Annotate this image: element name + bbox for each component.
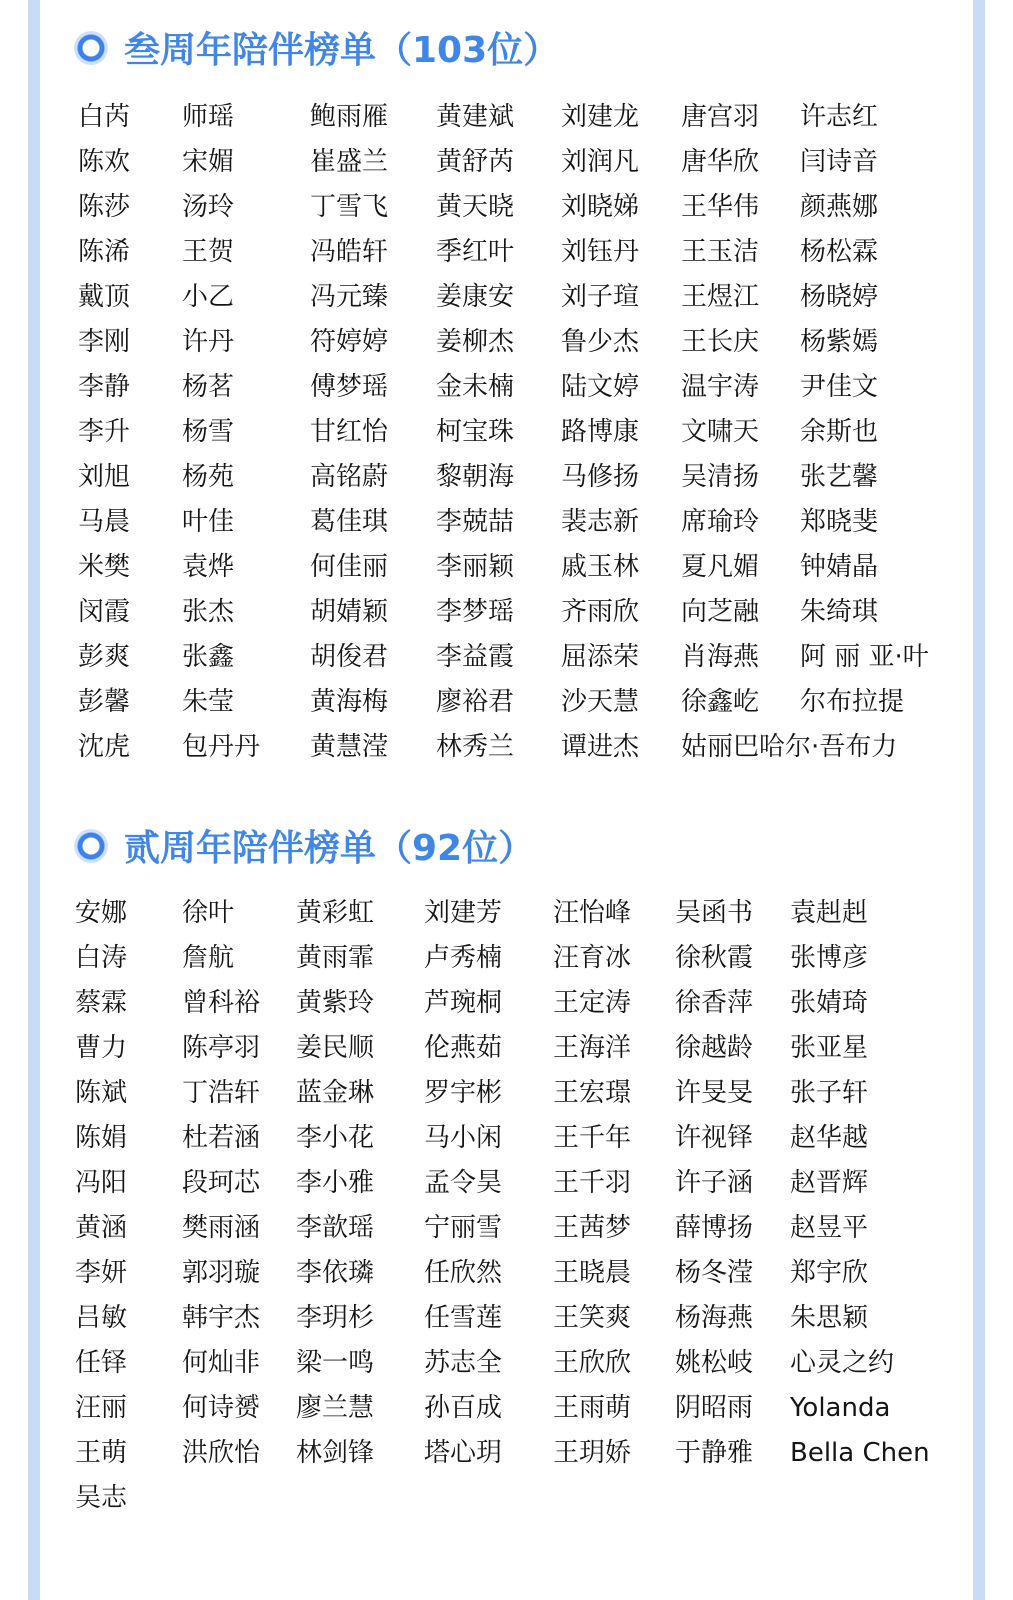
name-cell: 杨海燕 [675, 1303, 754, 1333]
name-cell: 梁一鸣 [296, 1348, 375, 1378]
name-cell: 屈添荣 [561, 642, 640, 672]
name-cell: 汪丽 [75, 1393, 128, 1423]
name-cell: 李妍 [75, 1258, 128, 1288]
name-cell: 任欣然 [424, 1258, 503, 1288]
section-title-text: 叁周年陪伴榜单（103位） [124, 30, 560, 71]
name-cell: 陈斌 [75, 1078, 128, 1108]
name-cell: 李刚 [78, 327, 131, 357]
name-cell: 廖兰慧 [296, 1393, 375, 1423]
name-cell: 林剑锋 [296, 1438, 375, 1468]
name-cell: 王欣欣 [553, 1348, 632, 1378]
name-cell: 朱思颖 [790, 1303, 869, 1333]
name-cell: 尹佳文 [800, 372, 879, 402]
name-cell: 吴清扬 [681, 462, 760, 492]
name-cell: 包丹丹 [182, 732, 261, 762]
name-cell: 陆文婷 [561, 372, 640, 402]
name-cell: 黎朝海 [436, 462, 515, 492]
section-title-second-anniversary [74, 820, 534, 871]
name-cell: 胡婧颖 [310, 597, 389, 627]
name-cell: 杨紫嫣 [800, 327, 879, 357]
name-cell: 王玥娇 [553, 1438, 632, 1468]
name-cell: 李兢喆 [436, 507, 515, 537]
name-cell: 黄建斌 [436, 102, 515, 132]
name-cell: 刘钰丹 [561, 237, 640, 267]
name-cell: 王海洋 [553, 1033, 632, 1063]
name-cell: 陈莎 [78, 192, 131, 222]
name-cell: 韩宇杰 [182, 1303, 261, 1333]
name-cell: 白涛 [75, 943, 128, 973]
name-cell: 心灵之约 [790, 1348, 895, 1378]
name-cell: 杨苑 [182, 462, 235, 492]
name-cell: 陈娟 [75, 1123, 128, 1153]
name-cell: 肖海燕 [681, 642, 760, 672]
name-cell: 赵华越 [790, 1123, 869, 1153]
name-cell: 吴志 [75, 1483, 128, 1513]
name-cell: 钟婧晶 [800, 552, 879, 582]
name-cell: 小乙 [182, 282, 235, 312]
name-cell: 徐香萍 [675, 988, 754, 1018]
name-cell: 卢秀楠 [424, 943, 503, 973]
name-cell: 冯皓轩 [310, 237, 389, 267]
name-cell: 米樊 [78, 552, 131, 582]
name-cell: 柯宝珠 [436, 417, 515, 447]
name-cell: 符婷婷 [310, 327, 389, 357]
circle-bullet-icon [74, 31, 108, 65]
name-cell: 黄雨霏 [296, 943, 375, 973]
name-cell: 王长庆 [681, 327, 760, 357]
name-cell: 曾科裕 [182, 988, 261, 1018]
name-cell: 徐越龄 [675, 1033, 754, 1063]
name-cell: 李静 [78, 372, 131, 402]
name-cell: 尔布拉提 [800, 687, 905, 717]
name-cell: 戚玉林 [561, 552, 640, 582]
name-cell: 姑丽巴哈尔·吾布力 [681, 732, 898, 762]
left-frame-border [28, 0, 40, 1600]
name-cell: 徐秋霞 [675, 943, 754, 973]
name-cell: 叶佳 [182, 507, 235, 537]
name-cell: 文啸天 [681, 417, 760, 447]
name-cell: 胡俊君 [310, 642, 389, 672]
name-cell: 闫诗音 [800, 147, 879, 177]
name-cell: 刘旭 [78, 462, 131, 492]
name-cell: 颜燕娜 [800, 192, 879, 222]
name-cell: Yolanda [790, 1393, 891, 1423]
name-cell: 高铭蔚 [310, 462, 389, 492]
name-cell: 王华伟 [681, 192, 760, 222]
name-cell: 塔心玥 [424, 1438, 503, 1468]
name-cell: 夏凡媚 [681, 552, 760, 582]
name-cell: 黄涵 [75, 1213, 128, 1243]
name-cell: 何佳丽 [310, 552, 389, 582]
name-cell: 彭爽 [78, 642, 131, 672]
name-cell: 汪怡峰 [553, 898, 632, 928]
name-cell: 姜民顺 [296, 1033, 375, 1063]
name-cell: 刘晓娣 [561, 192, 640, 222]
circle-bullet-icon [74, 829, 108, 863]
name-cell: 薛博扬 [675, 1213, 754, 1243]
name-cell: 汪育冰 [553, 943, 632, 973]
name-cell: 沙天慧 [561, 687, 640, 717]
name-cell: 樊雨涵 [182, 1213, 261, 1243]
name-cell: 崔盛兰 [310, 147, 389, 177]
name-cell: 许丹 [182, 327, 235, 357]
name-cell: 傅梦瑶 [310, 372, 389, 402]
name-cell: 段珂芯 [182, 1168, 261, 1198]
name-cell: 王萌 [75, 1438, 128, 1468]
name-cell: 刘建龙 [561, 102, 640, 132]
name-cell: 路博康 [561, 417, 640, 447]
name-cell: 李小花 [296, 1123, 375, 1153]
name-cell: 姜康安 [436, 282, 515, 312]
name-cell: 何灿非 [182, 1348, 261, 1378]
name-cell: 任铎 [75, 1348, 128, 1378]
name-cell: 谭进杰 [561, 732, 640, 762]
name-cell: 徐叶 [182, 898, 235, 928]
name-cell: 马晨 [78, 507, 131, 537]
name-cell: 朱绮琪 [800, 597, 879, 627]
name-cell: 温宇涛 [681, 372, 760, 402]
right-frame-border [973, 0, 985, 1600]
name-cell: 安娜 [75, 898, 128, 928]
name-cell: 詹航 [182, 943, 235, 973]
name-cell: 王雨萌 [553, 1393, 632, 1423]
name-cell: 戴顶 [78, 282, 131, 312]
name-cell: 宋媚 [182, 147, 235, 177]
name-cell: 袁烨 [182, 552, 235, 582]
name-cell: 伦燕茹 [424, 1033, 503, 1063]
name-cell: 王千羽 [553, 1168, 632, 1198]
name-cell: 黄慧滢 [310, 732, 389, 762]
name-cell: 席瑜玲 [681, 507, 760, 537]
name-cell: 葛佳琪 [310, 507, 389, 537]
name-cell: 张鑫 [182, 642, 235, 672]
name-cell: 罗宇彬 [424, 1078, 503, 1108]
name-cell: 许视铎 [675, 1123, 754, 1153]
name-cell: 姚松岐 [675, 1348, 754, 1378]
name-cell: 彭馨 [78, 687, 131, 717]
name-cell: 王宏璟 [553, 1078, 632, 1108]
name-cell: 任雪莲 [424, 1303, 503, 1333]
name-cell: 苏志全 [424, 1348, 503, 1378]
name-cell: Bella Chen [790, 1438, 930, 1468]
name-cell: 鲁少杰 [561, 327, 640, 357]
name-cell: 朱莹 [182, 687, 235, 717]
name-cell: 陈欢 [78, 147, 131, 177]
name-cell: 王茜梦 [553, 1213, 632, 1243]
name-cell: 吕敏 [75, 1303, 128, 1333]
name-cell: 孟令昊 [424, 1168, 503, 1198]
name-cell: 许子涵 [675, 1168, 754, 1198]
name-cell: 阴昭雨 [675, 1393, 754, 1423]
name-cell: 张子轩 [790, 1078, 869, 1108]
name-cell: 王玉洁 [681, 237, 760, 267]
name-cell: 于静雅 [675, 1438, 754, 1468]
name-cell: 李歆瑶 [296, 1213, 375, 1243]
name-cell: 阿 丽 亚·叶 [800, 642, 929, 672]
name-cell: 白芮 [78, 102, 131, 132]
name-cell: 甘红怡 [310, 417, 389, 447]
name-cell: 赵昱平 [790, 1213, 869, 1243]
name-cell: 王笑爽 [553, 1303, 632, 1333]
name-cell: 洪欣怡 [182, 1438, 261, 1468]
name-cell: 鲍雨雁 [310, 102, 389, 132]
name-cell: 袁赳赳 [790, 898, 869, 928]
name-cell: 李丽颖 [436, 552, 515, 582]
name-cell: 丁雪飞 [310, 192, 389, 222]
name-cell: 蔡霖 [75, 988, 128, 1018]
name-cell: 齐雨欣 [561, 597, 640, 627]
name-cell: 赵晋辉 [790, 1168, 869, 1198]
name-cell: 冯元臻 [310, 282, 389, 312]
name-cell: 吴函书 [675, 898, 754, 928]
name-cell: 张婧琦 [790, 988, 869, 1018]
name-cell: 李依璘 [296, 1258, 375, 1288]
name-cell: 陈亭羽 [182, 1033, 261, 1063]
name-cell: 唐华欣 [681, 147, 760, 177]
name-cell: 孙百成 [424, 1393, 503, 1423]
name-cell: 王贺 [182, 237, 235, 267]
section-title-text: 贰周年陪伴榜单（92位） [124, 828, 535, 869]
name-cell: 黄天晓 [436, 192, 515, 222]
name-cell: 王煜江 [681, 282, 760, 312]
name-cell: 张杰 [182, 597, 235, 627]
name-cell: 季红叶 [436, 237, 515, 267]
name-cell: 冯阳 [75, 1168, 128, 1198]
name-cell: 黄紫玲 [296, 988, 375, 1018]
name-cell: 金未楠 [436, 372, 515, 402]
name-cell: 林秀兰 [436, 732, 515, 762]
name-cell: 李升 [78, 417, 131, 447]
name-cell: 杨松霖 [800, 237, 879, 267]
name-cell: 向芝融 [681, 597, 760, 627]
name-cell: 郑宇欣 [790, 1258, 869, 1288]
name-cell: 张艺馨 [800, 462, 879, 492]
name-cell: 马小闲 [424, 1123, 503, 1153]
name-cell: 何诗赟 [182, 1393, 261, 1423]
name-cell: 杨茗 [182, 372, 235, 402]
name-cell: 马修扬 [561, 462, 640, 492]
name-cell: 张亚星 [790, 1033, 869, 1063]
name-cell: 刘润凡 [561, 147, 640, 177]
name-cell: 黄彩虹 [296, 898, 375, 928]
name-cell: 杜若涵 [182, 1123, 261, 1153]
name-cell: 张博彦 [790, 943, 869, 973]
name-cell: 丁浩轩 [182, 1078, 261, 1108]
name-cell: 余斯也 [800, 417, 879, 447]
name-cell: 许旻旻 [675, 1078, 754, 1108]
name-cell: 曹力 [75, 1033, 128, 1063]
name-cell: 李梦瑶 [436, 597, 515, 627]
name-cell: 裴志新 [561, 507, 640, 537]
name-cell: 杨晓婷 [800, 282, 879, 312]
name-cell: 许志红 [800, 102, 879, 132]
name-cell: 郭羽璇 [182, 1258, 261, 1288]
section-title-third-anniversary [74, 22, 559, 73]
name-cell: 黄舒芮 [436, 147, 515, 177]
name-cell: 姜柳杰 [436, 327, 515, 357]
name-cell: 师瑶 [182, 102, 235, 132]
name-cell: 蓝金琳 [296, 1078, 375, 1108]
name-cell: 刘建芳 [424, 898, 503, 928]
name-cell: 郑晓斐 [800, 507, 879, 537]
name-cell: 汤玲 [182, 192, 235, 222]
name-cell: 李益霞 [436, 642, 515, 672]
name-cell: 廖裕君 [436, 687, 515, 717]
name-cell: 芦琬桐 [424, 988, 503, 1018]
name-cell: 宁丽雪 [424, 1213, 503, 1243]
name-cell: 杨雪 [182, 417, 235, 447]
name-cell: 王晓晨 [553, 1258, 632, 1288]
name-cell: 李小雅 [296, 1168, 375, 1198]
name-cell: 王千年 [553, 1123, 632, 1153]
name-cell: 刘子瑄 [561, 282, 640, 312]
name-cell: 杨冬滢 [675, 1258, 754, 1288]
name-cell: 陈浠 [78, 237, 131, 267]
name-cell: 沈虎 [78, 732, 131, 762]
name-cell: 黄海梅 [310, 687, 389, 717]
name-cell: 徐鑫屹 [681, 687, 760, 717]
name-cell: 唐宫羽 [681, 102, 760, 132]
name-cell: 闵霞 [78, 597, 131, 627]
name-cell: 李玥杉 [296, 1303, 375, 1333]
name-cell: 王定涛 [553, 988, 632, 1018]
